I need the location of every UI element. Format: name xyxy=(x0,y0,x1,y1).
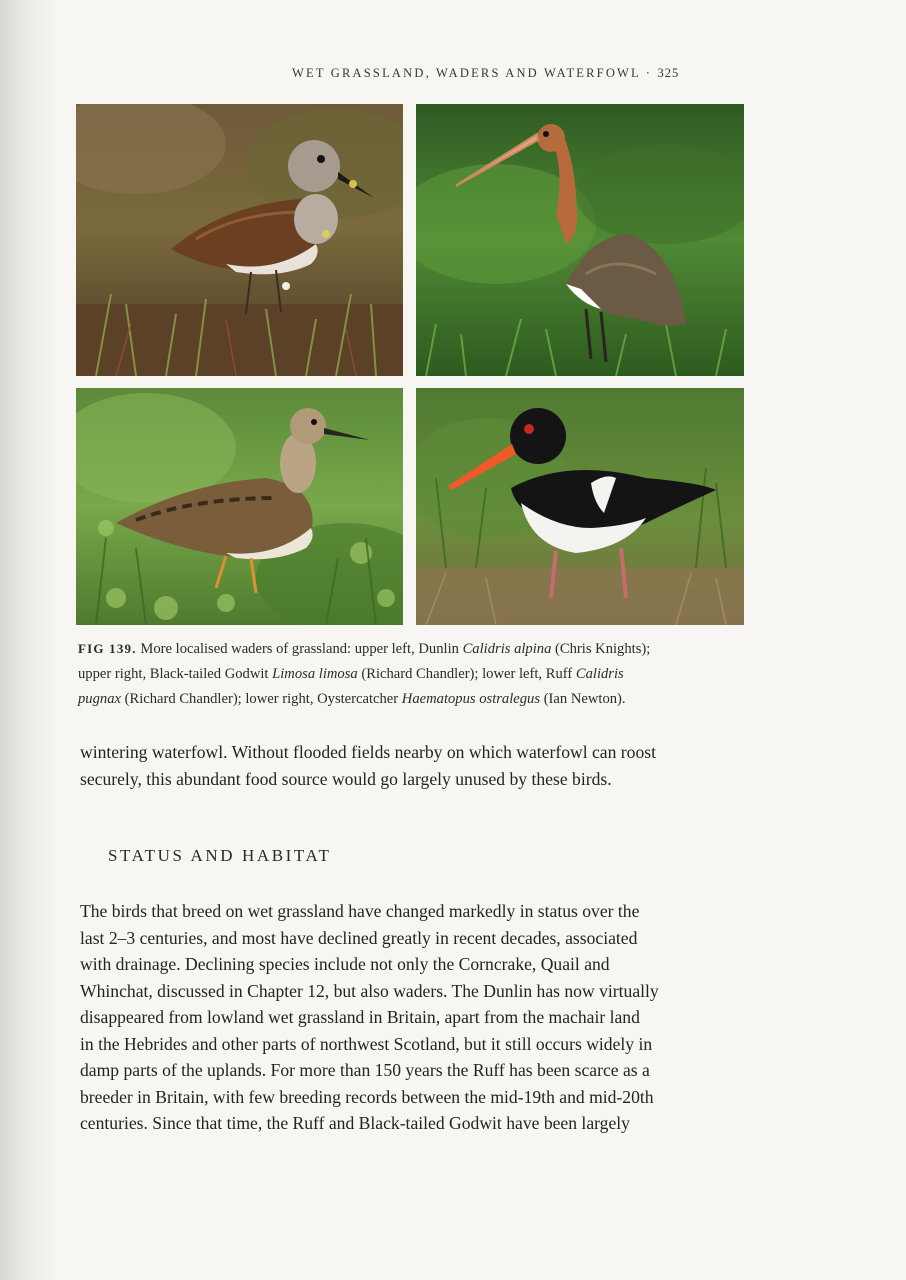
page-number: 325 xyxy=(657,66,680,80)
text-line: last 2–3 centuries, and most have declined greatly in recent decades, associated xyxy=(80,927,638,948)
text-line: The birds that breed on wet grassland have changed markedly in status over the xyxy=(80,901,640,921)
text-line: centuries. Since that time, the Ruff and Black-tailed Godwit have been largely xyxy=(80,1113,630,1133)
running-title: WET GRASSLAND, WADERS AND WATERFOWL xyxy=(292,66,641,80)
page-gutter-shadow xyxy=(0,0,58,1280)
text-line: breeder in Britain, with few breeding records between the mid-19th and mid-20th xyxy=(80,1086,654,1107)
figure-label: FIG 139. xyxy=(78,641,137,656)
caption-line-2: upper right, Black-tailed Godwit Limosa limosa (Richard Chandler); lower left, Ruff Calidris xyxy=(78,666,624,682)
figure-caption xyxy=(78,636,750,712)
text-line: Whinchat, discussed in Chapter 12, but also waders. The Dunlin has now virtually xyxy=(80,980,659,1001)
photo-dunlin xyxy=(76,104,403,376)
text-line: securely, this abundant food source would go largely unused by these birds. xyxy=(80,768,612,789)
text-line: with drainage. Declining species include not only the Corncrake, Quail and xyxy=(80,954,610,974)
caption-line-3: pugnax (Richard Chandler); lower right, Oystercatcher Haematopus ostralegus (Ian Newton). xyxy=(78,691,626,707)
text-line: damp parts of the uplands. For more than 150 years the Ruff has been scarce as a xyxy=(80,1060,650,1080)
photo-oystercatcher xyxy=(416,388,744,625)
paragraph-1 xyxy=(80,739,752,792)
text-line: in the Hebrides and other parts of northwest Scotland, but it still occurs widely in xyxy=(80,1033,653,1054)
running-head xyxy=(292,66,717,81)
caption-line-1: FIG 139. More localised waders of grassland: upper left, Dunlin Calidris alpina (Chris Knights); xyxy=(78,641,651,657)
separator: · xyxy=(645,66,653,80)
photo-ruff xyxy=(76,388,403,625)
text-line: wintering waterfowl. Without flooded fields nearby on which waterfowl can roost xyxy=(80,742,656,762)
text-line: disappeared from lowland wet grassland in Britain, apart from the machair land xyxy=(80,1007,640,1027)
paragraph-2 xyxy=(80,898,752,1137)
section-heading: STATUS AND HABITAT xyxy=(108,846,332,865)
photo-black-tailed-godwit xyxy=(416,104,744,376)
